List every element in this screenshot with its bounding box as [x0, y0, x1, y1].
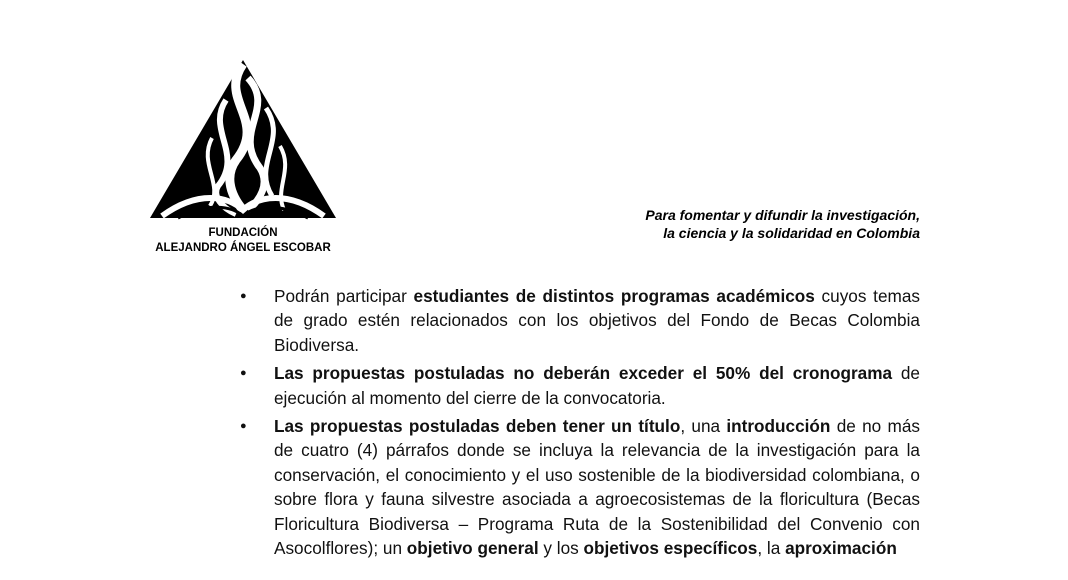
requirement-item: [240, 414, 920, 560]
tagline-line-2: la ciencia y la solidaridad en Colombia: [663, 225, 920, 241]
requirements-list: [240, 284, 920, 564]
requirement-text-bold: objetivo general: [406, 538, 539, 559]
organization-name: [148, 226, 338, 256]
requirement-text-bold: aproximación: [785, 538, 897, 559]
requirement-text: , una: [680, 416, 727, 437]
requirement-item: [240, 284, 920, 357]
tagline: [560, 206, 920, 242]
requirement-text-bold: introducción: [726, 416, 831, 437]
organization-name-line-1: FUNDACIÓN: [208, 227, 278, 239]
fundacion-logo: [148, 60, 338, 256]
requirement-text: cuyos temas de grado estén relacionados con los objetivos del Fondo de Becas Colombia Biodiversa.: [274, 286, 920, 355]
requirement-text-bold: estudiantes de distintos programas académicos: [413, 286, 815, 306]
organization-name-line-2: ALEJANDRO ÁNGEL ESCOBAR: [155, 242, 331, 254]
requirement-text: de no más de cuatro (4) párrafos donde se incluya la relevancia de la investigación para la conservación, el conocimiento y el uso sostenible de la biodiversidad colombiana, o sobre flora y fauna silvestre asociada a agroecosistemas de la floricultura (Becas Floricultura Biodiversa – Programa Ruta de la Sostenibilidad del Convenio con Asocolflores); un: [274, 416, 920, 559]
requirement-text: de ejecución al momento del cierre de la convocatoria.: [274, 363, 920, 408]
requirement-text-bold: Las propuestas postuladas deben tener un título: [274, 416, 681, 437]
requirement-text-bold: objetivos específicos: [583, 538, 758, 559]
requirement-text: , la: [757, 538, 786, 559]
tagline-line-1: Para fomentar y difundir la investigación,: [645, 207, 920, 223]
requirement-text: Podrán participar: [274, 286, 414, 306]
flame-logo-icon: [148, 60, 338, 220]
requirement-text-bold: Las propuestas postuladas no deberán exceder el 50% del cronograma: [274, 363, 893, 384]
requirement-text: y los: [538, 538, 584, 559]
requirement-item: [240, 361, 920, 410]
